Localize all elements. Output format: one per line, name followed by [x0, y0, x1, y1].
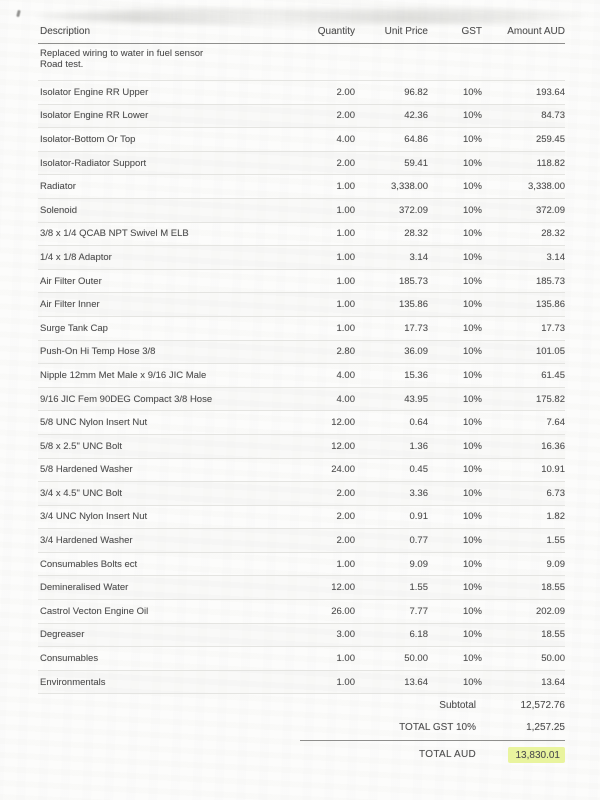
item-gst: 10% — [462, 275, 482, 287]
item-quantity: 1.00 — [336, 558, 355, 570]
col-header-amount: Amount AUD — [507, 25, 565, 37]
item-unit-price: 15.36 — [404, 369, 428, 381]
item-description: 1/4 x 1/8 Adaptor — [40, 251, 112, 263]
item-quantity: 12.00 — [331, 440, 355, 452]
item-gst: 10% — [462, 653, 482, 665]
item-unit-price: 185.73 — [398, 275, 428, 287]
item-description: 3/8 x 1/4 QCAB NPT Swivel M ELB — [40, 228, 189, 240]
table-row — [38, 269, 565, 293]
table-row — [38, 387, 565, 411]
table-row — [38, 316, 565, 340]
item-gst: 10% — [462, 605, 482, 617]
item-gst: 10% — [462, 464, 482, 476]
grand-total-label: TOTAL AUD — [419, 749, 476, 761]
item-quantity: 2.00 — [336, 511, 355, 523]
item-unit-price: 59.41 — [404, 157, 428, 169]
item-quantity: 26.00 — [331, 605, 355, 617]
subtotal-label: Subtotal — [439, 699, 476, 711]
item-quantity: 2.00 — [336, 487, 355, 499]
item-description: Radiator — [40, 181, 76, 193]
item-unit-price: 96.82 — [404, 86, 428, 98]
item-description: 9/16 JIC Fem 90DEG Compact 3/8 Hose — [40, 393, 213, 405]
item-amount: 185.73 — [535, 275, 565, 287]
line-items — [38, 80, 565, 693]
item-quantity: 1.00 — [336, 676, 355, 688]
item-gst: 10% — [462, 629, 482, 641]
total-gst-row — [38, 716, 565, 738]
item-gst: 10% — [462, 417, 482, 429]
item-description: Isolator Engine RR Upper — [40, 86, 149, 98]
item-gst: 10% — [462, 181, 482, 193]
item-description: Solenoid — [40, 204, 77, 216]
table-row — [38, 670, 565, 694]
item-description: 5/8 x 2.5" UNC Bolt — [40, 440, 123, 452]
table-row — [38, 575, 565, 599]
table-row — [38, 127, 565, 151]
item-description: Castrol Vecton Engine Oil — [40, 605, 149, 617]
item-gst: 10% — [462, 299, 482, 311]
item-unit-price: 3,338.00 — [391, 181, 428, 193]
item-amount: 259.45 — [535, 133, 565, 145]
subtotal-row — [38, 693, 565, 716]
item-gst: 10% — [462, 133, 482, 145]
item-amount: 17.73 — [541, 322, 565, 334]
table-row — [38, 646, 565, 670]
item-gst: 10% — [462, 322, 482, 334]
item-description: Air Filter Inner — [40, 299, 100, 311]
item-unit-price: 9.09 — [409, 558, 428, 570]
item-quantity: 2.00 — [336, 157, 355, 169]
item-unit-price: 1.36 — [409, 440, 428, 452]
item-quantity: 2.00 — [336, 110, 355, 122]
grand-total-row — [38, 741, 565, 768]
item-unit-price: 36.09 — [404, 346, 428, 358]
item-unit-price: 3.36 — [409, 487, 428, 499]
item-amount: 202.09 — [535, 605, 565, 617]
item-description: Isolator Engine RR Lower — [40, 110, 149, 122]
item-amount: 18.55 — [541, 582, 565, 594]
item-unit-price: 13.64 — [404, 676, 428, 688]
item-description: Demineralised Water — [40, 582, 129, 594]
item-quantity: 4.00 — [336, 133, 355, 145]
table-row — [38, 363, 565, 387]
table-row — [38, 340, 565, 364]
item-amount: 61.45 — [541, 369, 565, 381]
item-quantity: 1.00 — [336, 251, 355, 263]
item-unit-price: 0.91 — [409, 511, 428, 523]
item-amount: 28.32 — [541, 228, 565, 240]
item-amount: 372.09 — [535, 204, 565, 216]
item-unit-price: 1.55 — [409, 582, 428, 594]
item-gst: 10% — [462, 86, 482, 98]
scan-artifact-mark — [16, 10, 21, 18]
item-amount: 7.64 — [546, 417, 565, 429]
item-description: Consumables — [40, 653, 99, 665]
item-gst: 10% — [462, 369, 482, 381]
item-gst: 10% — [462, 346, 482, 358]
item-quantity: 1.00 — [336, 181, 355, 193]
item-unit-price: 0.77 — [409, 535, 428, 547]
item-amount: 3.14 — [546, 251, 565, 263]
item-description: Consumables Bolts ect — [40, 558, 138, 570]
item-gst: 10% — [462, 558, 482, 570]
table-row — [38, 292, 565, 316]
item-description: Surge Tank Cap — [40, 322, 108, 334]
item-description: Degreaser — [40, 629, 85, 641]
item-description: 3/4 x 4.5" UNC Bolt — [40, 487, 123, 499]
item-gst: 10% — [462, 440, 482, 452]
item-amount: 84.73 — [541, 110, 565, 122]
item-gst: 10% — [462, 676, 482, 688]
item-gst: 10% — [462, 251, 482, 263]
item-unit-price: 6.18 — [409, 629, 428, 641]
total-amount-highlight: 13,830.01 — [508, 747, 566, 763]
table-row — [38, 410, 565, 434]
work-description-note — [38, 44, 565, 81]
item-unit-price: 7.77 — [409, 605, 428, 617]
item-quantity: 2.80 — [336, 346, 355, 358]
item-quantity: 2.00 — [336, 86, 355, 98]
item-description: Push-On Hi Temp Hose 3/8 — [40, 346, 156, 358]
item-description: 5/8 Hardened Washer — [40, 464, 133, 476]
item-unit-price: 50.00 — [404, 653, 428, 665]
item-gst: 10% — [462, 228, 482, 240]
item-quantity: 1.00 — [336, 228, 355, 240]
item-description: 3/4 UNC Nylon Insert Nut — [40, 511, 148, 523]
total-gst-label: TOTAL GST 10% — [399, 721, 476, 733]
table-row — [38, 245, 565, 269]
table-row — [38, 481, 565, 505]
table-row — [38, 174, 565, 198]
item-quantity: 12.00 — [331, 417, 355, 429]
table-row — [38, 552, 565, 576]
note-line-2: Road test. — [40, 59, 84, 70]
item-unit-price: 0.45 — [409, 464, 428, 476]
totals-section — [38, 693, 565, 768]
item-gst: 10% — [462, 487, 482, 499]
item-amount: 101.05 — [535, 346, 565, 358]
item-unit-price: 28.32 — [404, 228, 428, 240]
note-line-1: Replaced wiring to water in fuel sensor — [40, 47, 204, 59]
col-header-unit-price: Unit Price — [384, 25, 428, 37]
table-row — [38, 599, 565, 623]
item-amount: 6.73 — [546, 487, 565, 499]
table-row — [38, 104, 565, 128]
item-quantity: 1.00 — [336, 322, 355, 334]
line-items-table — [38, 20, 565, 768]
table-row — [38, 198, 565, 222]
col-header-gst: GST — [461, 25, 482, 37]
item-unit-price: 135.86 — [398, 299, 428, 311]
item-quantity: 24.00 — [331, 464, 355, 476]
item-amount: 175.82 — [535, 393, 565, 405]
item-amount: 50.00 — [541, 653, 565, 665]
table-row — [38, 528, 565, 552]
item-gst: 10% — [462, 204, 482, 216]
item-quantity: 2.00 — [336, 535, 355, 547]
item-gst: 10% — [462, 535, 482, 547]
item-description: Isolator-Radiator Support — [40, 157, 147, 169]
item-quantity: 3.00 — [336, 629, 355, 641]
total-gst-value: 1,257.25 — [526, 721, 565, 733]
item-unit-price: 17.73 — [404, 322, 428, 334]
item-gst: 10% — [462, 157, 482, 169]
item-quantity: 1.00 — [336, 204, 355, 216]
grand-total-value — [482, 747, 565, 763]
item-amount: 10.91 — [541, 464, 565, 476]
item-description: Nipple 12mm Met Male x 9/16 JIC Male — [40, 369, 207, 381]
table-row — [38, 151, 565, 175]
col-header-description: Description — [40, 25, 91, 37]
item-unit-price: 43.95 — [404, 393, 428, 405]
item-quantity: 1.00 — [336, 299, 355, 311]
table-row — [38, 623, 565, 647]
item-unit-price: 3.14 — [409, 251, 428, 263]
table-row — [38, 505, 565, 529]
item-description: 5/8 UNC Nylon Insert Nut — [40, 417, 148, 429]
table-row — [38, 222, 565, 246]
item-amount: 16.36 — [541, 440, 565, 452]
item-description: 3/4 Hardened Washer — [40, 535, 133, 547]
item-amount: 18.55 — [541, 629, 565, 641]
table-row — [38, 458, 565, 482]
item-amount: 118.82 — [536, 157, 565, 169]
item-gst: 10% — [462, 582, 482, 594]
item-quantity: 1.00 — [336, 275, 355, 287]
item-gst: 10% — [462, 110, 482, 122]
item-amount: 1.82 — [546, 511, 565, 523]
item-quantity: 4.00 — [336, 393, 355, 405]
item-quantity: 12.00 — [331, 582, 355, 594]
item-description: Isolator-Bottom Or Top — [40, 133, 136, 145]
item-amount: 9.09 — [546, 558, 565, 570]
item-amount: 135.86 — [535, 299, 565, 311]
item-quantity: 4.00 — [336, 369, 355, 381]
col-header-quantity: Quantity — [317, 25, 355, 37]
item-unit-price: 64.86 — [404, 133, 428, 145]
item-gst: 10% — [462, 511, 482, 523]
item-amount: 193.64 — [535, 86, 565, 98]
item-amount: 1.55 — [546, 535, 565, 547]
item-unit-price: 372.09 — [398, 204, 428, 216]
item-amount: 3,338.00 — [528, 181, 565, 193]
item-amount: 13.64 — [541, 676, 565, 688]
item-unit-price: 0.64 — [409, 417, 428, 429]
item-gst: 10% — [462, 393, 482, 405]
item-unit-price: 42.36 — [404, 110, 428, 122]
subtotal-value: 12,572.76 — [520, 699, 565, 711]
table-header-row — [38, 20, 565, 44]
table-row — [38, 434, 565, 458]
item-quantity: 1.00 — [336, 653, 355, 665]
item-description: Air Filter Outer — [40, 275, 102, 287]
table-row — [38, 80, 565, 104]
item-description: Environmentals — [40, 676, 106, 688]
